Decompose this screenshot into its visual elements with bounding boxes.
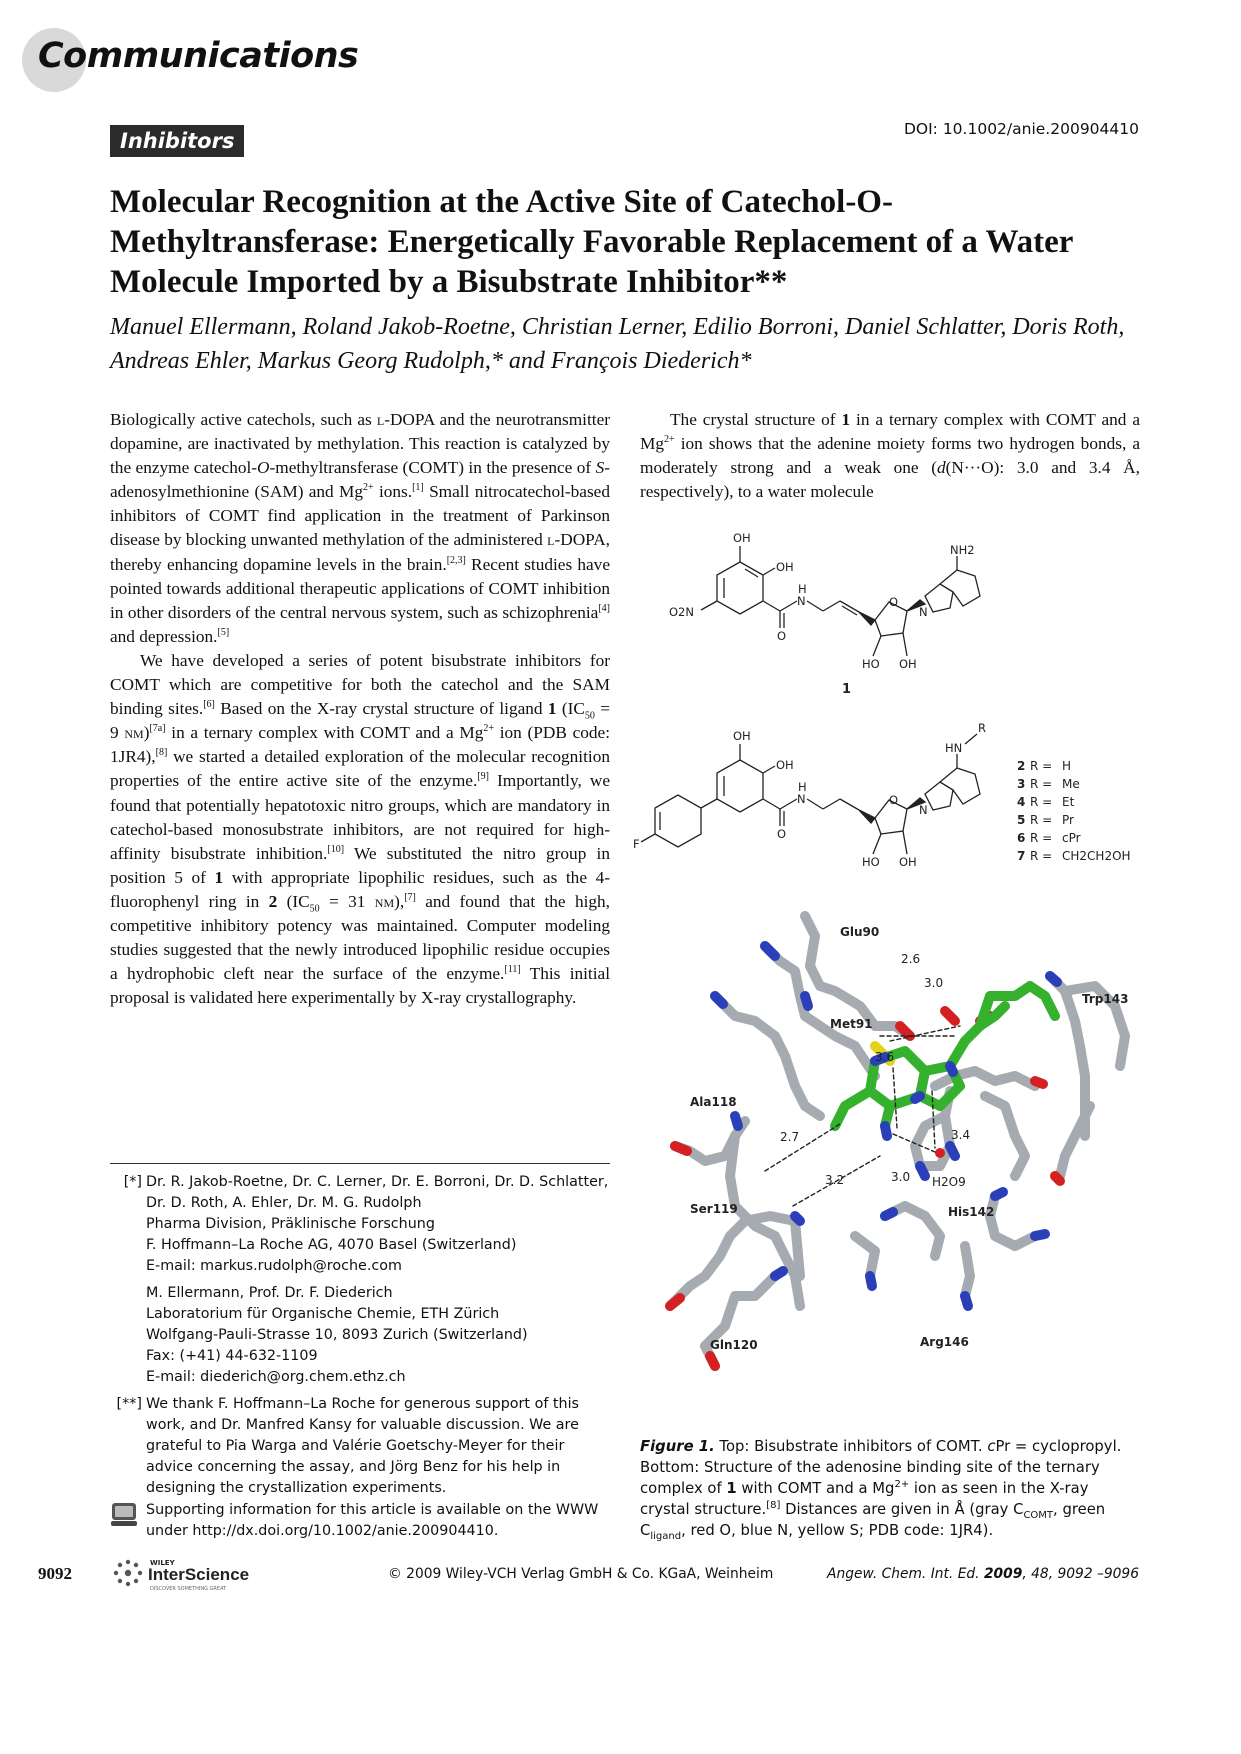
imidazole-ring	[925, 584, 953, 612]
atom-label: O2N	[669, 605, 694, 619]
atom-label: O	[777, 629, 787, 643]
distance-label: 3.0	[891, 1170, 911, 1184]
atom-label: H	[798, 582, 807, 596]
figure-1-graphic	[635, 516, 1145, 1416]
footnote-line: Laboratorium für Organische Chemie, ETH Zürich	[146, 1306, 500, 1322]
residue-label: Arg146	[920, 1335, 969, 1349]
svg-text:Me: Me	[1062, 777, 1080, 791]
water-oxygen	[935, 1148, 945, 1158]
r-row	[1017, 759, 1071, 773]
footnote-email[interactable]: E-mail: markus.rudolph@roche.com	[146, 1258, 402, 1274]
imidazole-ring	[925, 782, 953, 810]
footnote-line: Fax: (+41) 44-632-1109	[146, 1348, 318, 1364]
footnote-mark: [**]	[116, 1396, 142, 1412]
pyrimidine-ring	[940, 570, 980, 606]
citation-ref[interactable]: [11]	[504, 964, 521, 976]
svg-text:R =: R =	[1030, 831, 1053, 845]
residue-label: Gln120	[710, 1338, 758, 1352]
page-footer	[0, 1556, 1241, 1596]
doi[interactable]: DOI: 10.1002/anie.200904410	[903, 120, 1139, 138]
atom-label: OH	[899, 855, 917, 869]
pyrimidine-ring	[940, 768, 980, 804]
compound-1-labels	[669, 531, 975, 697]
caption-label: Figure 1.	[640, 1438, 715, 1455]
residue-label: Ser119	[690, 1202, 738, 1216]
body-column-right	[640, 408, 1140, 504]
atom-label: HO	[862, 855, 880, 869]
atom-label: OH	[776, 560, 794, 574]
atom-label: HO	[862, 657, 880, 671]
fluorophenyl-ring	[655, 795, 701, 847]
footnote-line: Wolfgang-Pauli-Strasse 10, 8093 Zurich (Switzerland)	[146, 1327, 528, 1343]
footnote-line: Dr. R. Jakob-Roetne, Dr. C. Lerner, Dr. E. Borroni, Dr. D. Schlatter,	[146, 1174, 609, 1190]
distance-label: 3.0	[924, 976, 944, 990]
atom-label: HN	[945, 741, 963, 755]
r-row	[1017, 777, 1080, 791]
atom-label: N	[919, 605, 928, 619]
crystal-structure	[670, 916, 1125, 1366]
r-group-table	[1017, 759, 1131, 863]
logo-main: InterScience	[148, 1565, 250, 1584]
paragraph-2: We have developed a series of potent bisubstrate inhibitors for COMT which are competitive for both the catechol and the SAM binding sites.[6] Based on the X-ray crystal structure of ligand 1 ($IC_{50} = 9$ nm)[7a] in a ternary complex with COMT and a $Mg^{2+}$ ion (PDB code: 1JR4),[8] we started a detailed exploration of the molecular recognition properties of the entire active site of the enzyme.[9] Importantly, we found that potentially hepatotoxic nitro groups, which are mandatory in catechol-based monosubstrate inhibitors, are not required for high-affinity bisubstrate inhibition.[10] We substituted the nitro group in position 5 of 1 with appropriate lipophilic residues, such as the 4-fluorophenyl ring in 2 ($IC_{50} = 31$ nm),[7] and found that the high, competitive inhibitory potency was maintained. Computer modeling studies suggested that the newly introduced lipophilic residue occupies a hydrophobic cleft near the surface of the enzyme.[11] This initial proposal is validated here experimentally by X-ray crystallography.	[110, 650, 611, 1008]
atom-label: H	[798, 780, 807, 794]
citation-ref[interactable]: [1]	[412, 482, 424, 494]
footnote-mark: [*]	[123, 1174, 142, 1190]
r-row	[1017, 795, 1075, 809]
svg-text:Pr: Pr	[1062, 813, 1074, 827]
svg-text:R =: R =	[1030, 813, 1053, 827]
body-column-left	[110, 408, 610, 1010]
svg-text:Et: Et	[1062, 795, 1075, 809]
page-number: 9092	[38, 1564, 72, 1583]
paragraph-3: The crystal structure of 1 in a ternary complex with COMT and a $Mg^{2+}$ ion shows that the adenine moiety forms two hydrogen bonds, a moderately strong and a weak one (d(N···O): 3.0 and 3.4 Å, respectively), to a water molecule	[640, 410, 1140, 502]
footnote-line: M. Ellermann, Prof. Dr. F. Diederich	[146, 1285, 393, 1301]
atom-label: N	[797, 792, 806, 806]
atom-label: N	[797, 594, 806, 608]
atom-label: O	[777, 827, 787, 841]
footnote-line: Pharma Division, Präklinische Forschung	[146, 1216, 435, 1232]
logo-dots	[114, 1560, 142, 1586]
distance-label: 2.7	[780, 1130, 800, 1144]
footnote-affiliations	[110, 1172, 610, 1388]
footnote-email[interactable]: E-mail: diederich@org.chem.ethz.ch	[146, 1369, 406, 1385]
figure-1	[635, 516, 1145, 1416]
r-row	[1017, 831, 1081, 845]
article-title: Molecular Recognition at the Active Site of Catechol-O-Methyltransferase: Energetically Favorable Replacement of a Water Molecule Imported by a Bisubstrate Inhibitor**	[110, 184, 1073, 300]
category-tag: Inhibitors	[110, 125, 244, 157]
supporting-info-note	[110, 1500, 610, 1542]
residue-label: His142	[948, 1205, 995, 1219]
atom-label: N	[919, 803, 928, 817]
svg-text:5: 5	[1017, 813, 1026, 827]
svg-text:R =: R =	[1030, 777, 1053, 791]
footnote-line: F. Hoffmann–La Roche AG, 4070 Basel (Switzerland)	[146, 1237, 517, 1253]
atom-label: O	[889, 595, 899, 609]
residue-label: Ala118	[690, 1095, 737, 1109]
citation-ref[interactable]: [8]	[766, 1500, 781, 1512]
r-row	[1017, 849, 1131, 863]
compound-1-structure	[701, 546, 980, 656]
distance-label: 3.4	[951, 1128, 971, 1142]
supporting-info-text[interactable]: Supporting information for this article is available on the WWW under http://dx.doi.org/10.1002/anie.200904410.	[146, 1502, 599, 1539]
atom-label: OH	[776, 758, 794, 772]
citation-ref[interactable]: [5]	[217, 627, 230, 639]
svg-text:2: 2	[1017, 759, 1026, 773]
paragraph-1: Biologically active catechols, such as l-DOPA and the neurotransmitter dopamine, are inactivated by methylation. This reaction is catalyzed by the enzyme catechol-O-methyltransferase (COMT) in the presence of S-adenosylmethionine (SAM) and $Mg^{2+}$ ions.[1] Small nitrocatechol-based inhibitors of COMT find application in the treatment of Parkinson disease by blocking unwanted methylation of the administered l-DOPA, thereby enhancing dopamine levels in the brain.[2,3] Recent studies have pointed towards additional therapeutic applications of COMT inhibition in other disorders of the central nervous system, such as schizophrenia[4] and depression.[5]	[110, 410, 611, 646]
compound-2-labels	[633, 721, 986, 869]
acknowledgment-text: We thank F. Hoffmann–La Roche for generous support of this work, and Dr. Manfred Kansy for valuable discussion. We are grateful to Pia Warga and Valérie Goetschy-Meyer for their advice concerning the assay, and Jörg Benz for his help in designing the crystallization experiments.	[146, 1396, 579, 1496]
journal-citation: Angew. Chem. Int. Ed. 2009, 48, 9092 –9096	[827, 1566, 1139, 1582]
citation-ref[interactable]: [2,3]	[446, 554, 466, 566]
svg-text:6: 6	[1017, 831, 1026, 845]
distance-label: 2.6	[901, 952, 921, 966]
residue-label: Trp143	[1082, 992, 1129, 1006]
section-title: Communications	[38, 36, 359, 76]
svg-text:3: 3	[1017, 777, 1026, 791]
citation-ref[interactable]: [9]	[477, 771, 489, 783]
atom-label: OH	[733, 729, 751, 743]
atom-label: OH	[733, 531, 751, 545]
r-row	[1017, 813, 1074, 827]
citation-ref[interactable]: [4]	[598, 602, 610, 614]
atom-label: O	[889, 793, 899, 807]
citation-ref[interactable]: [8]	[155, 747, 168, 759]
logo-tagline: DISCOVER SOMETHING GREAT	[150, 1586, 227, 1592]
svg-text:cPr: cPr	[1062, 831, 1081, 845]
distance-label: 3.6	[875, 1050, 895, 1064]
compound-number: 1	[842, 682, 852, 697]
footnote-divider	[110, 1163, 610, 1164]
figure-caption: Figure 1. Top: Bisubstrate inhibitors of COMT. cPr = cyclopropyl. Bottom: Structure of the adenosine binding site of the ternary complex of 1 with COMT and a $Mg^{2+}$ ion as seen in the X-ray crystal structure.[8] Distances are given in Å (gray $C_{COMT}$, green $C_{ligand}$, red O, blue N, yellow S; PDB code: 1JR4).	[640, 1438, 1122, 1542]
copyright: © 2009 Wiley-VCH Verlag GmbH & Co. KGaA, Weinheim	[388, 1566, 774, 1582]
footnote-line: Dr. D. Roth, A. Ehler, Dr. M. G. Rudolph	[146, 1195, 422, 1211]
citation-ref[interactable]: [7a]	[149, 723, 166, 735]
compound-2-structure	[641, 734, 980, 854]
distance-label: 3.2	[825, 1173, 845, 1187]
water-label: H2O9	[932, 1175, 966, 1189]
svg-text:R =: R =	[1030, 849, 1053, 863]
citation-ref[interactable]: [6]	[203, 699, 215, 711]
atom-label: NH2	[950, 543, 975, 557]
atom-label: R	[978, 721, 986, 735]
citation-ref[interactable]: [7]	[404, 892, 416, 904]
footnote-acknowledgment	[110, 1394, 610, 1499]
citation-ref[interactable]: [10]	[327, 843, 345, 855]
interscience-logo	[110, 1556, 280, 1596]
svg-text:H: H	[1062, 759, 1072, 773]
atom-label: F	[633, 837, 640, 851]
computer-icon	[110, 1502, 138, 1528]
residue-label: Met91	[830, 1017, 873, 1031]
author-list: Manuel Ellermann, Roland Jakob-Roetne, Christian Lerner, Edilio Borroni, Daniel Schlatter, Doris Roth, Andreas Ehler, Markus Georg Rudolph,* and François Diederich*	[110, 314, 1125, 374]
residue-label: Glu90	[840, 925, 880, 939]
svg-text:R =: R =	[1030, 759, 1053, 773]
svg-text:7: 7	[1017, 849, 1026, 863]
atom-label: OH	[899, 657, 917, 671]
svg-text:4: 4	[1017, 795, 1026, 809]
logo-wiley: WILEY	[150, 1559, 175, 1567]
svg-text:CH2CH2OH: CH2CH2OH	[1062, 849, 1131, 863]
svg-text:R =: R =	[1030, 795, 1053, 809]
